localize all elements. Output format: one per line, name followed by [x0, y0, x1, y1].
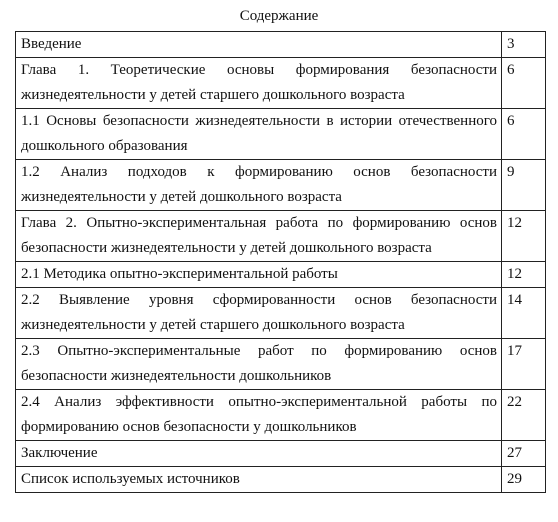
toc-entry-page: 9: [502, 160, 546, 211]
toc-row: [16, 32, 546, 58]
toc-entry-page: 3: [502, 32, 546, 58]
toc-row: [16, 160, 546, 211]
toc-entry-page: 12: [502, 211, 546, 262]
page-title: Содержание: [239, 8, 319, 24]
toc-entry-title: 2.3 Опытно-экспериментальные работ по формированию основ безопасности жизнедеятельности дошкольников: [16, 339, 502, 390]
toc-entry-title: 2.1 Методика опытно-экспериментальной работы: [16, 262, 502, 288]
toc-entry-title: 1.2 Анализ подходов к формированию основ безопасности жизнедеятельности у детей дошкольного возраста: [16, 160, 502, 211]
table-of-contents: [15, 31, 546, 493]
toc-entry-title: 2.4 Анализ эффективности опытно-экспериментальной работы по формированию основ безопасности у дошкольников: [16, 390, 502, 441]
toc-entry-title: Глава 1. Теоретические основы формирования безопасности жизнедеятельности у детей старшего дошкольного возраста: [16, 58, 502, 109]
toc-entry-page: 29: [502, 467, 546, 493]
toc-row: [16, 288, 546, 339]
toc-entry-page: 17: [502, 339, 546, 390]
toc-entry-title: Заключение: [16, 441, 502, 467]
toc-row: [16, 211, 546, 262]
toc-entry-title: Введение: [16, 32, 502, 58]
toc-entry-page: 22: [502, 390, 546, 441]
toc-row: [16, 262, 546, 288]
toc-entry-page: 12: [502, 262, 546, 288]
toc-entry-page: 14: [502, 288, 546, 339]
toc-entry-page: 6: [502, 109, 546, 160]
toc-entry-title: 2.2 Выявление уровня сформированности основ безопасности жизнедеятельности у детей старшего дошкольного возраста: [16, 288, 502, 339]
toc-row: [16, 390, 546, 441]
toc-entry-title: Список используемых источников: [16, 467, 502, 493]
toc-row: [16, 58, 546, 109]
toc-entry-title: Глава 2. Опытно-экспериментальная работа по формированию основ безопасности жизнедеятельности у детей дошкольного возраста: [16, 211, 502, 262]
toc-row: [16, 109, 546, 160]
toc-entry-page: 27: [502, 441, 546, 467]
toc-row: [16, 441, 546, 467]
toc-row: [16, 467, 546, 493]
toc-entry-title: 1.1 Основы безопасности жизнедеятельности в истории отечественного дошкольного образования: [16, 109, 502, 160]
toc-entry-page: 6: [502, 58, 546, 109]
toc-row: [16, 339, 546, 390]
